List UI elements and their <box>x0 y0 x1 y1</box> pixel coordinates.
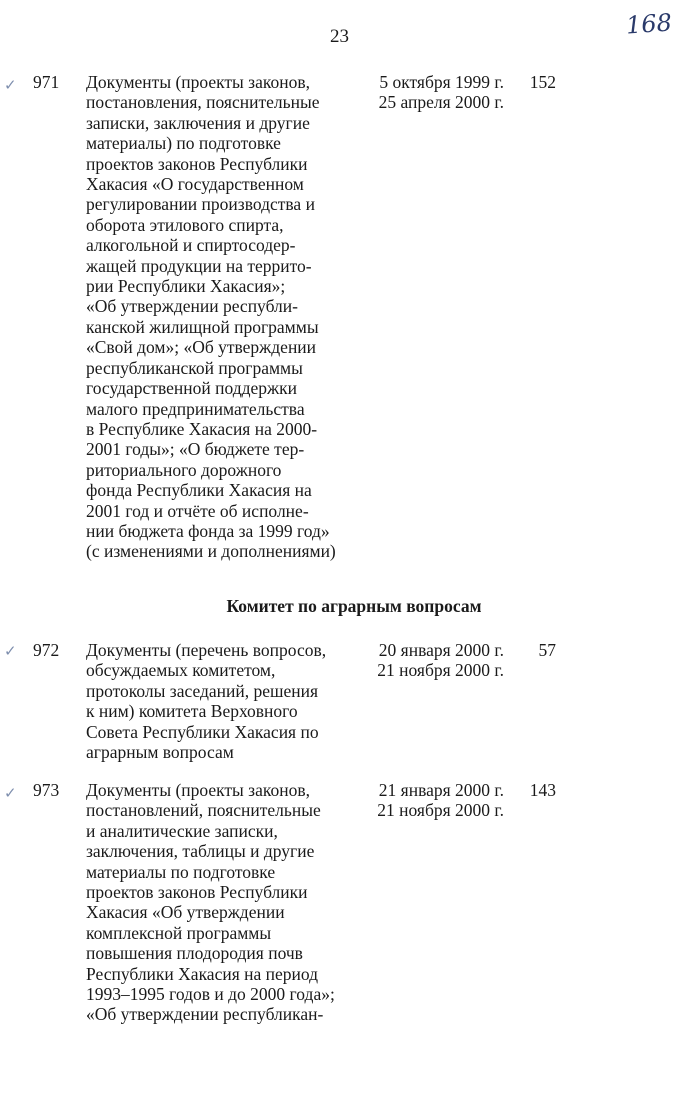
entry-number: 972 <box>33 640 60 660</box>
section-heading: Комитет по аграрным вопросам <box>226 596 482 616</box>
description-line: оборота этилового спирта, <box>86 214 284 235</box>
description-line: 2001 годы»; «О бюджете тер- <box>86 439 305 460</box>
entry-description <box>86 640 348 762</box>
description-line: Республики Хакасия на период <box>86 963 319 984</box>
description-line: нии бюджета фонда за 1999 год» <box>86 520 330 541</box>
description-line: фонда Республики Хакасия на <box>86 480 312 501</box>
description-line: проектов законов Республики <box>86 153 308 174</box>
date-start: 5 октября 1999 г. <box>379 72 504 92</box>
description-line: жащей продукции на террито- <box>86 255 312 276</box>
description-line: Документы (перечень вопросов, <box>86 640 327 660</box>
description-line: записки, заключения и другие <box>86 112 310 133</box>
entry-dates <box>354 780 504 821</box>
description-line: обсуждаемых комитетом, <box>86 660 276 681</box>
description-line: постановления, пояснительные <box>86 92 320 113</box>
entry-sheet-count: 152 <box>529 72 556 92</box>
description-line: «Об утверждении республи- <box>86 296 298 317</box>
description-line: материалы) по подготовке <box>86 133 281 154</box>
description-line: повышения плодородия почв <box>86 943 303 964</box>
description-line: «Свой дом»; «Об утверждении <box>86 337 317 358</box>
description-line: материалы по подготовке <box>86 861 276 882</box>
description-line: заключения, таблицы и другие <box>86 841 315 862</box>
description-line: регулировании производства и <box>86 194 315 215</box>
description-line: протоколы заседаний, решения <box>86 680 319 701</box>
description-line: республиканской программы <box>86 357 303 378</box>
description-line: Хакасия «О государственном <box>86 174 304 195</box>
description-line: Документы (проекты законов, <box>86 72 310 92</box>
description-line: риториального дорожного <box>86 459 282 480</box>
check-mark-971: ✓ <box>4 76 17 94</box>
description-line: государственной поддержки <box>86 378 297 399</box>
entry-description <box>86 780 348 1025</box>
description-line: Хакасия «Об утверждении <box>86 902 285 923</box>
check-mark-972: ✓ <box>4 642 17 660</box>
description-line: (с изменениями и дополнениями) <box>86 541 336 562</box>
description-line: Документы (проекты законов, <box>86 780 310 800</box>
entry-description <box>86 72 348 562</box>
description-line: Совета Республики Хакасия по <box>86 721 319 742</box>
description-line: в Республике Хакасия на 2000- <box>86 418 318 439</box>
description-line: проектов законов Республики <box>86 882 308 903</box>
description-line: комплексной программы <box>86 922 272 943</box>
date-start: 20 января 2000 г. <box>378 640 504 660</box>
entry-sheet-count: 57 <box>538 640 556 660</box>
entry-dates <box>354 640 504 681</box>
description-line: алкогольной и спиртосодер- <box>86 235 296 256</box>
entry-number: 973 <box>33 780 60 800</box>
description-line: аграрным вопросам <box>86 742 234 763</box>
description-line: и аналитические записки, <box>86 820 278 841</box>
date-end: 25 апреля 2000 г. <box>378 92 504 113</box>
description-line: малого предпринимательства <box>86 398 305 419</box>
archive-sheet-number: 168 <box>625 8 673 40</box>
description-line: постановлений, пояснительные <box>86 800 321 821</box>
description-line: 2001 год и отчёте об исполне- <box>86 500 309 521</box>
page-number: 23 <box>330 26 349 47</box>
description-line: 1993–1995 годов и до 2000 года»; <box>86 984 335 1005</box>
entry-dates <box>354 72 504 113</box>
date-start: 21 января 2000 г. <box>378 780 504 800</box>
check-mark-973: ✓ <box>4 784 17 802</box>
entry-number: 971 <box>33 72 60 92</box>
description-line: «Об утверждении республикан- <box>86 1004 324 1025</box>
description-line: канской жилищной программы <box>86 316 319 337</box>
description-line: к ним) комитета Верховного <box>86 701 298 722</box>
date-end: 21 ноября 2000 г. <box>377 660 504 681</box>
entry-sheet-count: 143 <box>529 780 556 800</box>
description-line: рии Республики Хакасия»; <box>86 276 286 297</box>
date-end: 21 ноября 2000 г. <box>377 800 504 821</box>
